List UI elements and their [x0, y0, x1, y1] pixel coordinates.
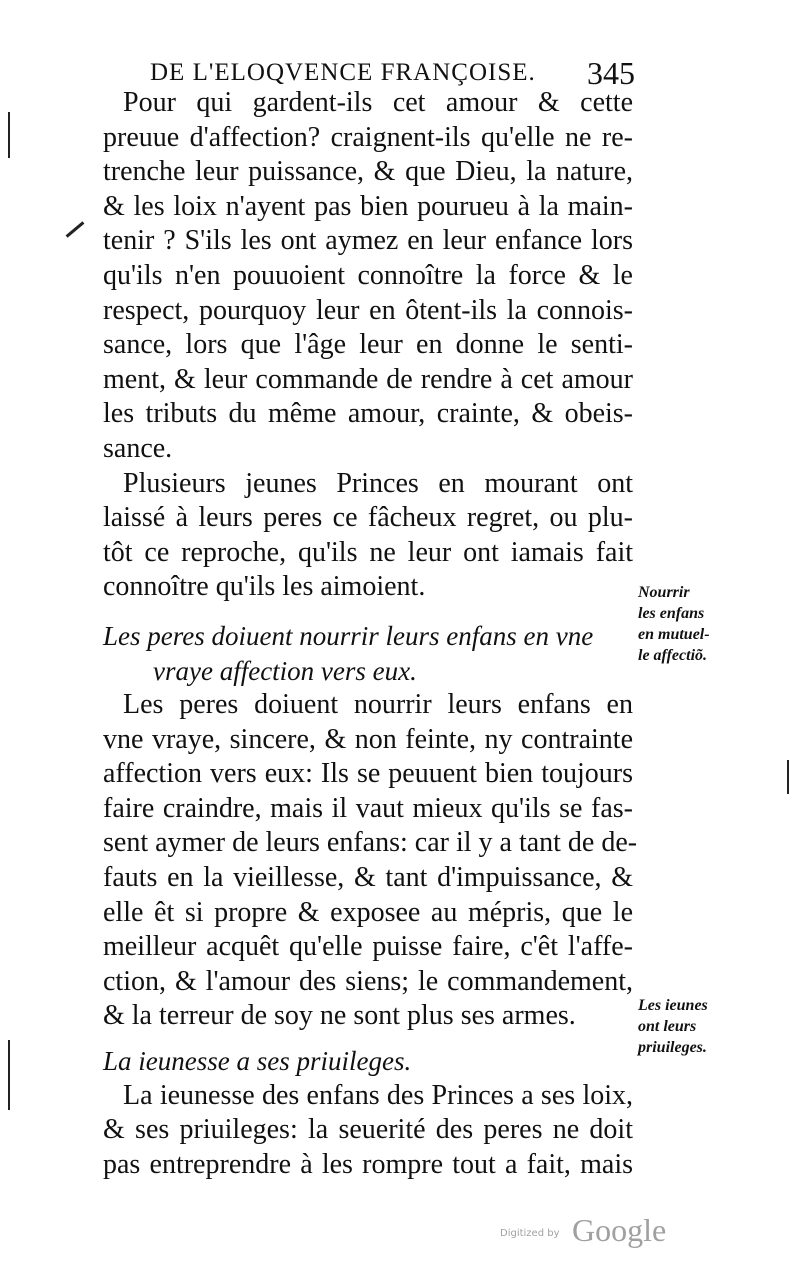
text-line: ction, & l'amour des siens; le commandement, — [103, 965, 633, 997]
paragraph-2 — [103, 467, 633, 605]
paragraph-3 — [103, 688, 638, 1034]
margin-mark-pen — [66, 221, 85, 237]
margin-note-line: Les ieunes — [638, 997, 708, 1014]
margin-note-line: le affectiõ. — [638, 647, 708, 664]
text-line: laissé à leurs peres ce fâcheux regret, ou plu- — [103, 502, 633, 534]
paragraph-4 — [103, 1079, 633, 1183]
margin-note-ieunes — [638, 995, 748, 1058]
body-text — [103, 86, 638, 1182]
margin-note-line: en mutuel- — [638, 626, 710, 643]
text-line: fauts en la vieillesse, & tant d'impuissance, & — [103, 862, 633, 894]
text-line: sent aymer de leurs enfans: car il y a tant de de- — [103, 827, 638, 859]
text-line: faire craindre, mais il vaut mieux qu'ils se fas- — [103, 792, 633, 824]
text-line: elle êt si propre & exposee au mépris, que le — [103, 896, 633, 928]
page-number: 345 — [587, 55, 635, 91]
heading-line: Les peres doiuent nourrir leurs enfans en vne — [103, 620, 594, 651]
section-heading-2: La ieunesse a ses priuileges. — [103, 1046, 412, 1077]
heading-line: vraye affection vers eux. — [153, 655, 417, 686]
text-line: ment, & leur commande de rendre à cet amour — [103, 363, 633, 395]
text-line: La ieunesse des enfans des Princes a ses loix, — [123, 1079, 633, 1111]
text-line: trenche leur puissance, & que Dieu, la nature, — [103, 156, 633, 188]
text-line: qu'ils n'en pouuoient connoître la force & le — [103, 259, 633, 291]
digitized-watermark — [500, 1212, 670, 1252]
watermark-prefix: Digitized by — [500, 1228, 560, 1239]
text-line: tôt ce reproche, qu'ils ne leur ont iamais fait — [103, 536, 633, 568]
text-line: meilleur acquêt qu'elle puisse faire, c'êt l'affe- — [103, 931, 633, 963]
text-line: Les peres doiuent nourrir leurs enfans en — [123, 689, 633, 721]
google-logo: Google — [572, 1212, 667, 1248]
text-line: sance, lors que l'âge leur en donne le senti- — [103, 329, 633, 361]
margin-mark-left-bottom — [8, 1040, 10, 1110]
text-line: vne vraye, sincere, & non feinte, ny contrainte — [103, 723, 633, 755]
text-line: tenir ? S'ils les ont aymez en leur enfance lors — [103, 225, 633, 257]
text-line: affection vers eux: Ils se peuuent bien toujours — [103, 758, 633, 790]
margin-mark-left — [8, 112, 10, 158]
section-heading-1 — [103, 619, 633, 688]
text-line: preuue d'affection? craignent-ils qu'elle ne re- — [103, 121, 633, 153]
text-line: sance. — [103, 432, 173, 464]
text-line: Pour qui gardent-ils cet amour & cette — [123, 87, 633, 118]
text-line: & la terreur de soy ne sont plus ses armes. — [103, 1000, 576, 1032]
text-line: pas entreprendre à les rompre tout a fait, mais — [103, 1148, 633, 1180]
text-line: respect, pourquoy leur en ôtent-ils la connois- — [103, 294, 633, 326]
text-line: & ses priuileges: la seuerité des peres ne doit — [103, 1114, 633, 1146]
text-line: & les loix n'ayent pas bien pourueu à la main- — [103, 190, 633, 222]
text-line: les tributs du même amour, crainte, & obeis- — [103, 398, 633, 430]
text-line: connoître qu'ils les aimoient. — [103, 571, 426, 603]
running-head: DE L'ELOQVENCE FRANÇOISE. — [150, 59, 536, 86]
margin-note-line: priuileges. — [638, 1039, 707, 1056]
paragraph-1 — [103, 86, 633, 467]
margin-note-line: les enfans — [638, 605, 705, 622]
margin-note-line: Nourrir — [638, 584, 690, 601]
text-line: Plusieurs jeunes Princes en mourant ont — [123, 467, 633, 499]
margin-note-line: ont leurs — [638, 1018, 697, 1035]
margin-mark-right — [787, 760, 789, 794]
margin-note-nourrir — [638, 582, 748, 666]
